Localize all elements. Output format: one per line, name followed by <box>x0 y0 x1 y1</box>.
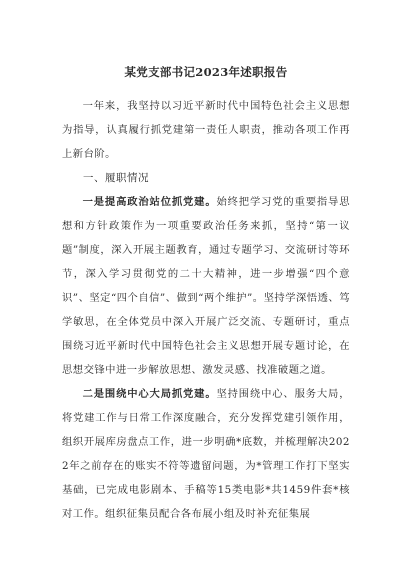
item2-paragraph <box>62 382 350 526</box>
item2-body: 坚持围绕中心、服务大局，将党建工作与日常工作深度融合，充分发挥党建引领作用，组织开展库房盘点工作，进一步明确*底数，并梳理解决2022年之前存在的账实不符等遗留问题，为*管理工作打下坚实基础，已完成电影剧本、手稿等15类电影*共1459件套*核对工作。组织征集员配合各布展小组及时补充征集展 <box>62 388 351 520</box>
item1-body: 始终把学习党的重要指导思想和方针政策作为一项重要政治任务来抓，坚持“第一议题”制度，深入开展主题教育，通过专题学习、交流研讨等环节，深入学习贯彻党的二十大精神，进一步增强“四个意识”、坚定“四个自信”、做到“两个维护”。坚持学深悟透、笃学敏思，在全体党员中深入开展广泛交流、专题研讨，重点围绕习近平新时代中国特色社会主义思想开展专题讨论，在思想交锋中进一步解放思想、激发灵感、找准破题之道。 <box>62 196 351 376</box>
item1-paragraph <box>62 190 350 382</box>
intro-paragraph: 一年来，我坚持以习近平新时代中国特色社会主义思想为指导，认真履行抓党建第一责任人职责，推动各项工作再上新台阶。 <box>62 100 350 160</box>
document-title: 某党支部书记2023年述职报告 <box>124 65 288 79</box>
document-body <box>62 64 350 526</box>
section-heading-performance: 一、履职情况 <box>83 172 149 184</box>
item2-lead: 二是围绕中心大局抓党建。 <box>82 388 217 400</box>
item1-lead: 一是提高政治站位抓党建。 <box>82 196 217 208</box>
